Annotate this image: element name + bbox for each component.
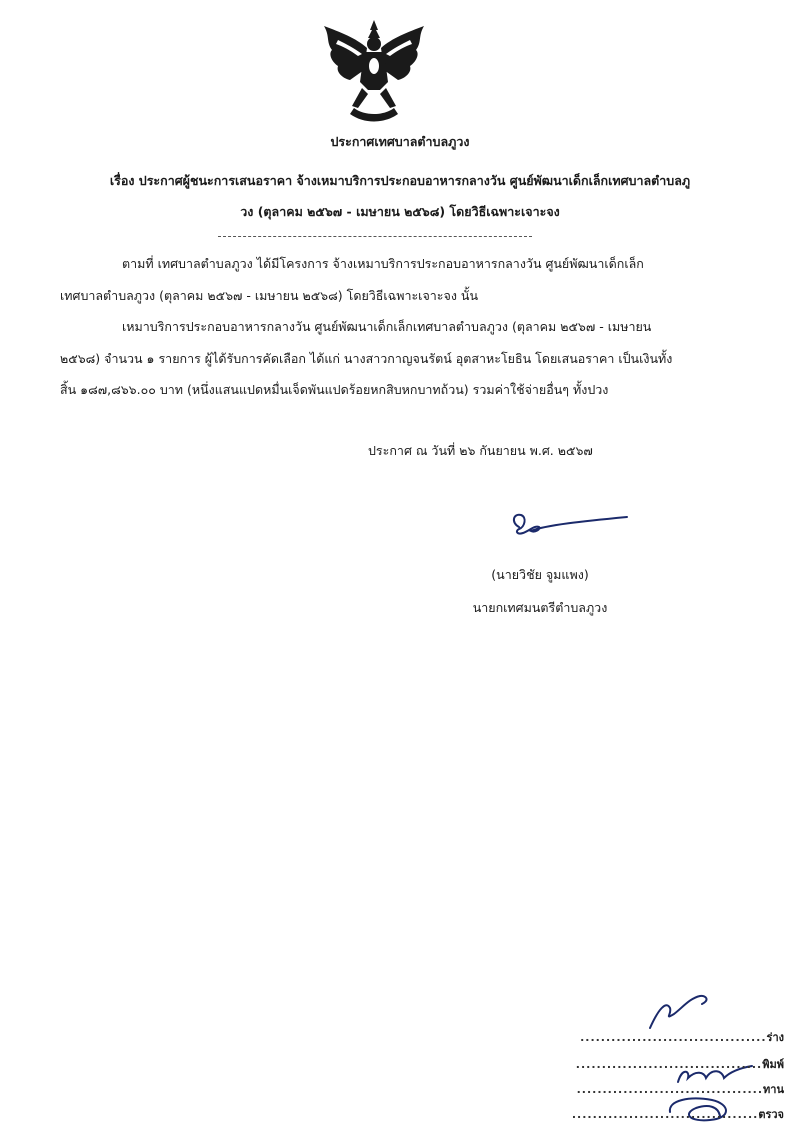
routing-dots: .................................... [576,1083,764,1096]
signature-mark [505,505,635,541]
routing-print [576,1055,784,1073]
signatory-title: นายกเทศมนตรีตำบลภูวง [472,600,608,615]
organization-title: ประกาศเทศบาลตำบลภูวง [330,134,470,149]
body-text-line: เทศบาลตำบลภูวง (ตุลาคม ๒๕๖๗ - เมษายน ๒๕๖๘) โดยวิธีเฉพาะเจาะจง นั้น [60,288,478,303]
body-text-line: ๒๕๖๘) จำนวน ๑ รายการ ผู้ได้รับการคัดเลือก ได้แก่ นางสาวกาญจนรัตน์ อุตสาหะโยธิน โดยเสนอราคา เป็นเงินทั้ง [60,351,673,366]
announcement-date: ประกาศ ณ วันที่ ๒๖ กันยายน พ.ศ. ๒๕๖๗ [368,443,593,458]
routing-review [577,1080,784,1098]
routing-dots: .................................... [571,1108,759,1121]
routing-label: ทาน [763,1083,784,1096]
subject-heading [40,165,760,227]
signatory-name: (นายวิชัย จูมแพง) [491,567,589,582]
garuda-emblem-icon [318,16,430,126]
body-text-line: ตามที่ เทศบาลตำบลภูวง ได้มีโครงการ จ้างเหมาบริการประกอบอาหารกลางวัน ศูนย์พัฒนาเด็กเล็ก [122,256,644,271]
body-text-line: เหมาบริการประกอบอาหารกลางวัน ศูนย์พัฒนาเด็กเล็กเทศบาลตำบลภูวง (ตุลาคม ๒๕๖๗ - เมษายน [122,319,652,334]
subject-line: เรื่อง ประกาศผู้ชนะการเสนอราคา จ้างเหมาบริการประกอบอาหารกลางวัน ศูนย์พัฒนาเด็กเล็กเทศบาลตำบลภู [109,173,691,188]
routing-label: ตรวจ [758,1108,784,1121]
routing-check [572,1105,784,1123]
routing-draft [580,1028,784,1046]
routing-dots: .................................... [580,1031,767,1044]
routing-dots: .................................... [575,1058,763,1071]
subject-line: วง (ตุลาคม ๒๕๖๗ - เมษายน ๒๕๖๘) โดยวิธีเฉพาะเจาะจง [240,204,560,219]
routing-label: พิมพ์ [762,1058,784,1071]
routing-label: ร่าง [766,1031,784,1044]
body-text-line: สิ้น ๑๘๗,๘๖๖.๐๐ บาท (หนึ่งแสนแปดหมื่นเจ็ดพันแปดร้อยหกสิบหกบาทถ้วน) รวมค่าใช้จ่ายอื่นๆ ทั้งปวง [60,382,609,397]
dashed-divider [218,236,532,237]
